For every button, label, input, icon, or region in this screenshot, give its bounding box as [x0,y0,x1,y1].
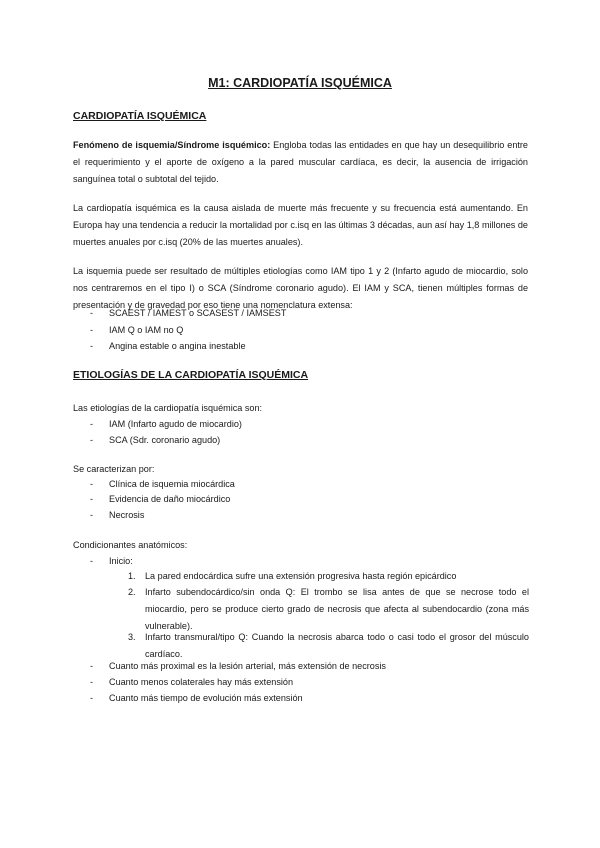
paragraph-epidemiology: La cardiopatía isquémica es la causa aislada de muerte más frecuente y su frecuencia está aumentando. En Europa hay una tendencia a reducir la mortalidad por c.isq en las últimas 3 décadas, aun así hay 1,8 millones de muertes anuales por c.isq (20% de las muertes anuales). [73,203,528,247]
bullet-dash: - [90,419,94,429]
bullet-dash: - [90,661,94,671]
bullet-dash: - [90,341,94,351]
list-item: Cuanto más tiempo de evolución más extensión [109,693,303,703]
list-item: IAM Q o IAM no Q [109,325,184,335]
stage-text: La pared endocárdica sufre una extensión progresiva hasta región epicárdico [145,571,457,581]
bullet-dash: - [90,556,94,566]
stage-text: Infarto subendocárdico/sin onda Q: El trombo se lisa antes de que se necrose todo el miocardio, pero se produce cierto grado de necrosis que afecta al subendocardio (zona más vulnerable). [145,587,529,631]
stage-number: 3. [128,632,136,642]
list-item-inicio: Inicio: [109,556,133,566]
list-item: Necrosis [109,510,145,520]
list-item: IAM (Infarto agudo de miocardio) [109,419,242,429]
list-item: Cuanto menos colaterales hay más extensión [109,677,293,687]
bullet-dash: - [90,677,94,687]
paragraph-definition [73,137,528,187]
section-heading-etiologias: ETIOLOGÍAS DE LA CARDIOPATÍA ISQUÉMICA [73,369,309,381]
bullet-dash: - [90,479,94,489]
list-item: Evidencia de daño miocárdico [109,494,231,504]
characteristics-intro: Se caracterizan por: [73,464,155,474]
bullet-dash: - [90,693,94,703]
list-item: Angina estable o angina inestable [109,341,246,351]
bullet-dash: - [90,494,94,504]
bullet-dash: - [90,325,94,335]
list-item: SCAEST / IAMEST o SCASEST / IAMSEST [109,308,287,318]
list-item: Clínica de isquemia miocárdica [109,479,235,489]
section-heading-cardiopatia: CARDIOPATÍA ISQUÉMICA [73,110,207,122]
paragraph-etiology: La isquemia puede ser resultado de múltiples etiologías como IAM tipo 1 y 2 (Infarto agudo de miocardio, solo nos centraremos en el tipo I) o SCA (Síndrome coronario agudo). El IAM y SCA, tienen múltiples formas de presentación y de gravedad por eso tiene una nomenclatura extensa: [73,266,528,310]
list-item: Cuanto más proximal es la lesión arterial, más extensión de necrosis [109,661,386,671]
page-title: M1: CARDIOPATÍA ISQUÉMICA [208,76,392,90]
stage-number: 2. [128,587,136,597]
bullet-dash: - [90,510,94,520]
etiologies-intro: Las etiologías de la cardiopatía isquémica son: [73,403,263,413]
definition-text: Engloba todas las entidades en que hay un desequilibrio entre el requerimiento y el aporte de oxígeno a la pared muscular cardíaca, es decir, la ausencia de irrigación sanguínea total o subtotal del tejido. [73,140,528,184]
stage-number: 1. [128,571,136,581]
list-item: SCA (Sdr. coronario agudo) [109,435,221,445]
anatomical-intro: Condicionantes anatómicos: [73,540,188,550]
definition-term: Fenómeno de isquemia/Síndrome isquémico: [73,140,271,150]
stage-text: Infarto transmural/tipo Q: Cuando la necrosis abarca todo o casi todo el grosor del músculo cardíaco. [145,632,529,659]
bullet-dash: - [90,308,94,318]
bullet-dash: - [90,435,94,445]
